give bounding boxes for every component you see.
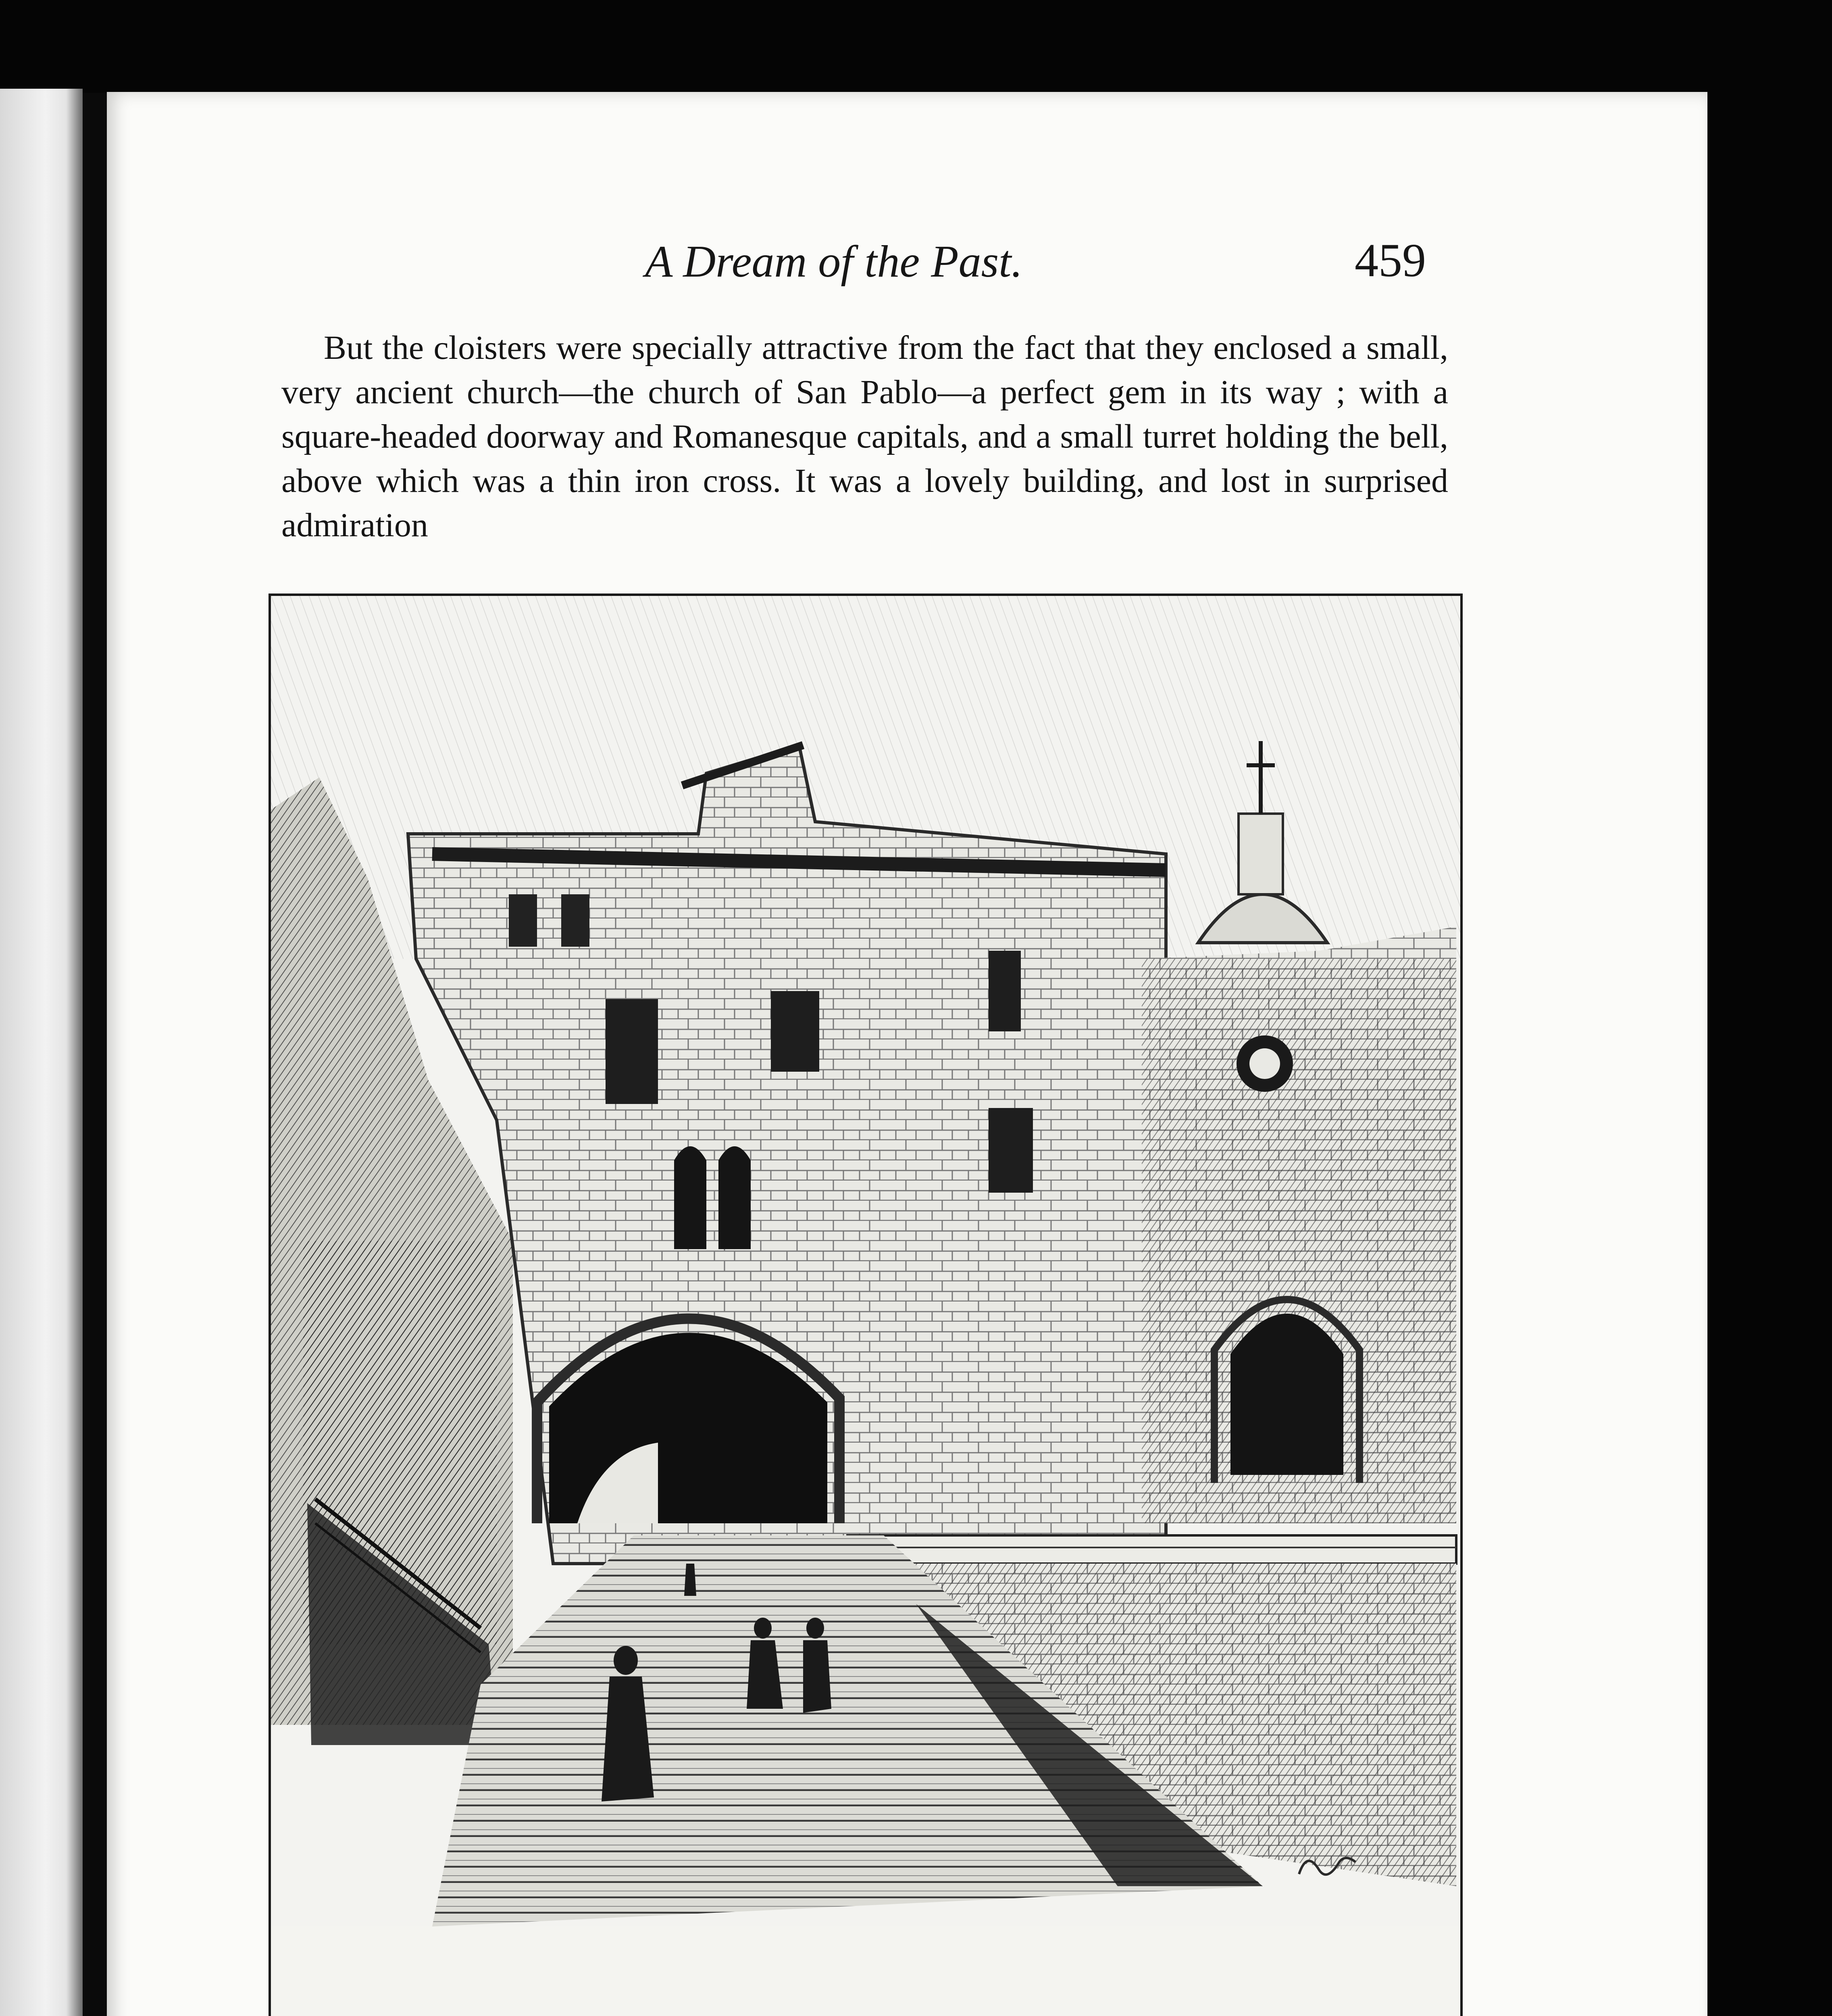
page-number: 459 <box>1355 234 1426 287</box>
text-line: iron cross. It was a lovely building, and lost in surprised admiration <box>281 462 1449 544</box>
running-title: A Dream of the Past. <box>645 237 1023 287</box>
paragraph-cloisters <box>281 326 1448 548</box>
text-line: capitals, and a small turret holding the bell, above which was a thin <box>281 418 1449 500</box>
illustration-frame <box>269 594 1463 2016</box>
text-line: enclosed a small, very ancient church—the church of San Pablo—a <box>281 329 1448 411</box>
book-spine <box>83 93 107 2016</box>
body-text-top <box>281 326 1448 548</box>
text-line: But the cloisters were specially attractive from the fact that they <box>324 329 1204 367</box>
illustration-tarragona <box>271 596 1460 2016</box>
left-page-edge <box>0 89 83 2016</box>
text-line: perfect gem in its way ; with a square-headed doorway and Romanesque <box>281 373 1449 455</box>
